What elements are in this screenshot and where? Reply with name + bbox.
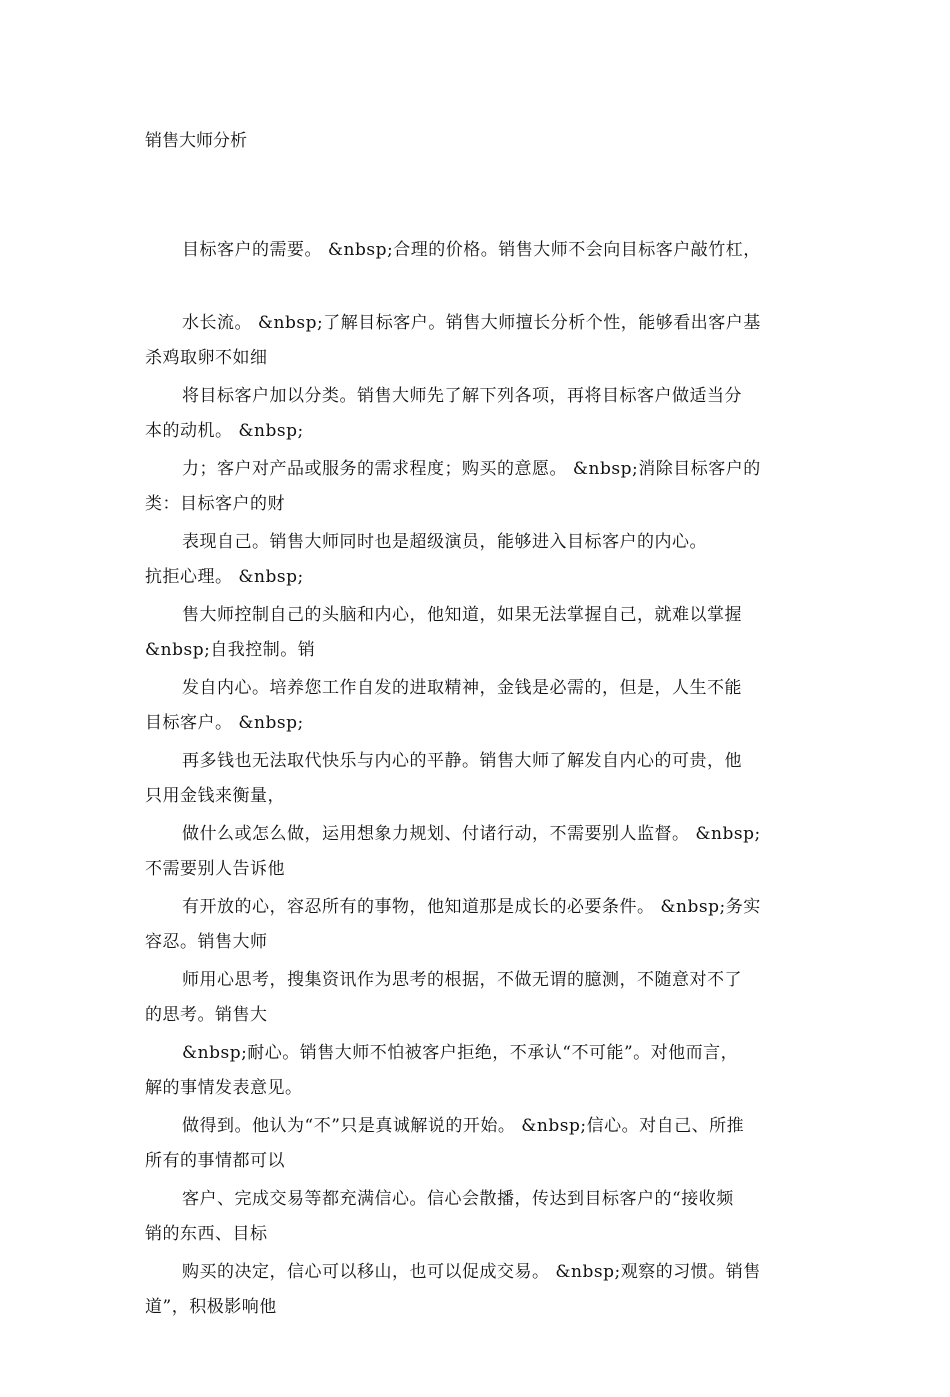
text-line: 师用心思考，搜集资讯作为思考的根据，不做无谓的臆测，不随意对不了 (182, 970, 742, 990)
text-line: &nbsp;耐心。销售大师不怕被客户拒绝，不承认“不可能”。对他而言， (182, 1043, 739, 1063)
text-line: 力；客户对产品或服务的需求程度；购买的意愿。 &nbsp;消除目标客户的 (182, 459, 761, 479)
paragraph (145, 1182, 810, 1362)
text-line: 购买的决定，信心可以移山，也可以促成交易。 &nbsp;观察的习惯。销售 (182, 1262, 761, 1282)
text-line: 表现自己。销售大师同时也是超级演员，能够进入目标客户的内心。 (182, 532, 707, 552)
text-line: &nbsp;自我控制。销 (145, 640, 316, 660)
text-line: 只用金钱来衡量， (145, 786, 285, 806)
text-line: 道”，积极影响他 (145, 1297, 277, 1317)
text-line: 做什么或怎么做，运用想象力规划、付诸行动，不需要别人监督。 &nbsp; (182, 824, 761, 844)
text-line: 做得到。他认为“不”只是真诚解说的开始。 &nbsp;信心。对自己、所推 (182, 1116, 745, 1136)
text-line: 水长流。 &nbsp;了解目标客户。销售大师擅长分析个性，能够看出客户基 (182, 313, 761, 333)
text-line: 客户、完成交易等都充满信心。信心会散播，传达到目标客户的“接收频 (182, 1189, 734, 1209)
text-line: 目标客户的需要。 &nbsp;合理的价格。销售大师不会向目标客户敲竹杠， (182, 240, 761, 260)
text-line: 类：目标客户的财 (145, 494, 285, 514)
text-line: 不需要别人告诉他 (145, 859, 285, 879)
text-line: 再多钱也无法取代快乐与内心的平静。销售大师了解发自内心的可贵，他 (182, 751, 742, 771)
text-line: 所有的事情都可以 (145, 1151, 285, 1171)
text-line: 有开放的心，容忍所有的事物，他知道那是成长的必要条件。 &nbsp;务实 (182, 897, 761, 917)
text-line: 本的动机。 &nbsp; (145, 421, 304, 441)
text-line: 解的事情发表意见。 (145, 1078, 303, 1098)
text-line: 抗拒心理。 &nbsp; (145, 567, 304, 587)
text-line: 容忍。销售大师 (145, 932, 268, 952)
text-line: 发自内心。培养您工作自发的进取精神，金钱是必需的，但是，人生不能 (182, 678, 742, 698)
document-title: 销售大师分析 (145, 131, 247, 151)
text-line: 销的东西、目标 (145, 1224, 268, 1244)
text-line: 售大师控制自己的头脑和内心，他知道，如果无法掌握自己，就难以掌握 (182, 605, 742, 625)
text-line: 的思考。销售大 (145, 1005, 268, 1025)
text-line: 杀鸡取卵不如细 (145, 348, 268, 368)
text-line: 目标客户。 &nbsp; (145, 713, 304, 733)
text-line: 将目标客户加以分类。销售大师先了解下列各项，再将目标客户做适当分 (182, 386, 742, 406)
